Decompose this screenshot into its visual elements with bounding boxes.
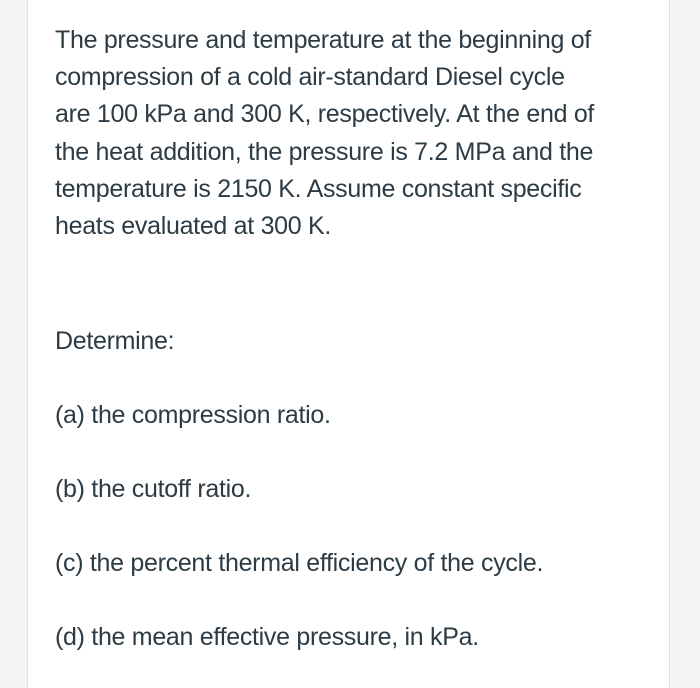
determine-prompt: Determine: <box>55 327 175 356</box>
problem-line: heats evaluated at 300 K. <box>55 212 332 241</box>
question-card <box>27 0 670 688</box>
part-c: (c) the percent thermal efficiency of the cycle. <box>55 549 544 578</box>
problem-line: The pressure and temperature at the beginning of <box>55 26 591 54</box>
problem-line: temperature is 2150 K. Assume constant specific <box>55 174 582 203</box>
problem-line: are 100 kPa and 300 K, respectively. At the end of <box>55 100 595 129</box>
problem-line: the heat addition, the pressure is 7.2 MPa and the <box>55 137 594 166</box>
problem-statement <box>55 22 655 245</box>
part-b: (b) the cutoff ratio. <box>55 475 252 504</box>
part-a: (a) the compression ratio. <box>55 401 331 430</box>
part-d: (d) the mean effective pressure, in kPa. <box>55 623 479 652</box>
problem-line: compression of a cold air-standard Diesel cycle <box>55 63 565 92</box>
question-content <box>55 22 655 656</box>
